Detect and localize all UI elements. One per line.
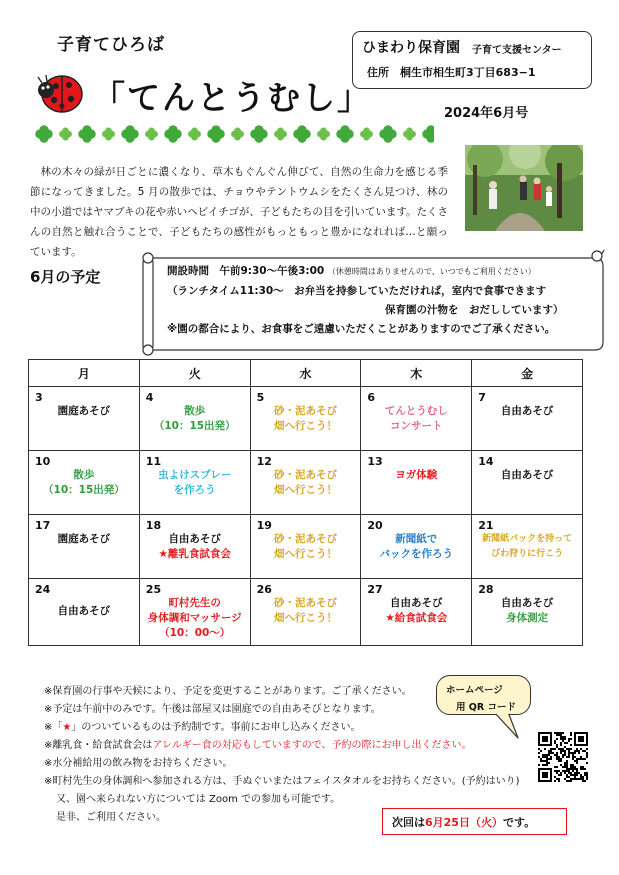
event-extra-label: 身体測定 <box>506 612 549 624</box>
address-value: 桐生市相生町3丁目683−1 <box>400 66 536 79</box>
day-number: 25 <box>145 583 162 596</box>
clover-icon <box>336 125 353 142</box>
schedule-hours-note: （休憩時間はありませんので、いつでもご利用ください） <box>327 267 536 276</box>
note-4-b: アレルギー食の対応もしていますので、予約の際にお申し出ください。 <box>152 740 472 751</box>
next-issue-a: 次回は <box>392 816 425 829</box>
clover-icon <box>360 128 373 141</box>
day-number: 18 <box>145 519 162 532</box>
schedule-hours <box>167 263 536 278</box>
clover-icon <box>207 125 224 142</box>
homepage-line-2: 用 QR コード <box>456 702 517 713</box>
event-extra-label: 給食試食会 <box>394 612 448 624</box>
note-2: ※予定は午前中のみです。午後は部屋又は園庭での自由あそびとなります。 <box>44 704 381 715</box>
event-text: 虫よけスプレー <box>158 469 232 481</box>
clover-icon <box>250 125 267 142</box>
calendar-day-cell <box>139 579 250 646</box>
clover-icon <box>35 125 52 142</box>
event-text: ヨガ体験 <box>395 469 438 481</box>
day-number: 5 <box>256 391 265 404</box>
event-text: 自由あそび <box>500 405 554 417</box>
clover-icon <box>59 128 72 141</box>
clover-icon <box>317 128 330 141</box>
clover-icon <box>145 128 158 141</box>
event-text: 散歩 <box>184 405 206 417</box>
note-7: 又、園へ来られない方については Zoom での参加も可能です。 <box>56 794 341 805</box>
event-extra-label: 離乳食試食会 <box>167 548 231 560</box>
clover-icon <box>164 125 181 142</box>
event-text: 町村先生の <box>168 597 221 609</box>
clover-icon <box>403 128 416 141</box>
clover-icon <box>422 125 434 142</box>
event-text: てんとうむし <box>384 405 448 417</box>
main-title: 「てんとうむし」 <box>92 78 372 117</box>
day-number: 10 <box>35 455 51 468</box>
event-text: コンサート <box>390 420 443 432</box>
note-5: ※水分補給用の飲み物をお持ちください。 <box>44 758 233 769</box>
day-number: 19 <box>256 519 272 532</box>
event-extra <box>146 547 244 562</box>
day-number: 7 <box>478 391 486 404</box>
intro-paragraph: 林の木々の緑が日ごとに濃くなり、草木もぐんぐん伸びて、自然の生命力を感じる季節になってきました。5 月の散歩では、チョウやテントウムシをたくさん見つけ、林の中の小道ではヤマブキの花や赤いヘビイチゴが、子どもたちの目を引いています。たくさんの自然と触れ合うことで、子どもたちの感性がもっともっと豊かになれれば…と願っています。 <box>30 166 449 258</box>
next-issue-date: 6月25日（火） <box>425 816 503 829</box>
center-name: ひまわり保育園 <box>362 40 460 56</box>
day-number: 4 <box>145 391 154 404</box>
day-number: 14 <box>478 455 494 468</box>
event-text: 園庭あそび <box>57 533 111 545</box>
forest-photo <box>465 145 583 231</box>
clover-border-icon <box>34 122 434 146</box>
calendar-day-cell <box>361 515 472 579</box>
event-text: びわ狩りに行こう <box>491 549 564 559</box>
calendar-week-row <box>29 451 583 515</box>
calendar-day-cell <box>250 579 361 646</box>
event-text: 新聞紙で <box>395 533 438 545</box>
event-text: （10：15出発） <box>43 484 125 496</box>
event-text: 自由あそび <box>500 469 554 481</box>
note-4 <box>44 737 484 755</box>
clover-icon <box>293 125 310 142</box>
event-text: 自由あそび <box>168 533 221 545</box>
clover-icon <box>188 128 201 141</box>
bubble-tail-icon <box>490 712 520 740</box>
calendar-day-cell <box>250 451 361 515</box>
calendar-day-cell <box>472 515 583 579</box>
event-text: 畑へ行こう！ <box>273 420 337 432</box>
star-icon: ★ <box>158 548 168 560</box>
event-text: 砂・泥あそび <box>273 469 337 481</box>
clover-icon <box>78 125 95 142</box>
address-label: 住所 <box>367 66 389 79</box>
note-6: ※町村先生の身体調和へ参加される方は、手ぬぐいまたはフェイスタオルをお持ちください。(予約はいり) <box>44 776 520 787</box>
calendar-week-row <box>29 515 583 579</box>
calendar-week-row <box>29 387 583 451</box>
day-number: 17 <box>35 519 51 532</box>
calendar-day-cell <box>472 579 583 646</box>
day-number: 24 <box>35 583 51 596</box>
calendar-day-cell <box>29 451 140 515</box>
event-text: 畑へ行こう！ <box>273 548 337 560</box>
note-3 <box>44 719 484 737</box>
event-text: 畑へ行こう！ <box>273 612 337 624</box>
calendar-week-row <box>29 579 583 646</box>
event-text: 砂・泥あそび <box>273 597 337 609</box>
event-text: 自由あそび <box>500 597 554 609</box>
event-text: （10：15出発） <box>153 420 236 432</box>
clover-icon <box>379 125 396 142</box>
header-title: 子育てひろば <box>57 35 165 55</box>
schedule-note: ※園の都合により、お食事をご遠慮いただくことがありますのでご了承ください。 <box>167 323 556 335</box>
day-number: 20 <box>367 519 383 532</box>
schedule-title: 6月の予定 <box>30 268 101 286</box>
event-text: 砂・泥あそび <box>273 533 337 545</box>
day-number: 12 <box>256 455 272 468</box>
day-number: 28 <box>478 583 494 596</box>
event-text: 自由あそび <box>57 605 111 617</box>
day-number: 6 <box>367 391 376 404</box>
event-text: 散歩 <box>73 469 95 481</box>
weekday-header: 金 <box>472 360 583 387</box>
calendar-header-row <box>29 360 583 387</box>
day-number: 27 <box>367 583 383 596</box>
ladybug-icon <box>36 68 84 116</box>
event-text: 畑へ行こう！ <box>273 484 337 496</box>
calendar-day-cell <box>139 451 250 515</box>
day-number: 26 <box>256 583 272 596</box>
weekday-header: 水 <box>250 360 361 387</box>
event-text: 身体調和マッサージ <box>147 612 242 624</box>
note-4-a: ※離乳食・給食試食会は <box>44 740 153 751</box>
day-number: 13 <box>367 455 383 468</box>
star-icon: ★ <box>385 612 395 624</box>
clover-icon <box>231 128 244 141</box>
calendar-day-cell <box>29 387 140 451</box>
calendar-day-cell <box>250 387 361 451</box>
calendar-day-cell <box>361 387 472 451</box>
clover-icon <box>102 128 115 141</box>
weekday-header: 木 <box>361 360 472 387</box>
event-text: 砂・泥あそび <box>273 405 337 417</box>
schedule-lunch-1: （ランチタイム11:30〜 お弁当を持参していただければ，室内で食事できます <box>167 285 547 297</box>
day-number: 11 <box>145 455 162 468</box>
calendar-day-cell <box>472 387 583 451</box>
event-extra <box>478 611 576 626</box>
center-subtitle: 子育て支援センター <box>472 45 562 56</box>
calendar-day-cell <box>361 451 472 515</box>
event-text: バックを作ろう <box>379 548 454 560</box>
calendar-day-cell <box>472 451 583 515</box>
calendar-day-cell <box>250 515 361 579</box>
event-text: （10：00〜） <box>159 627 231 639</box>
event-text: 新聞紙バックを持って <box>482 534 573 544</box>
event-text: 園庭あそび <box>57 405 111 417</box>
calendar-day-cell <box>139 387 250 451</box>
clover-icon <box>121 125 138 142</box>
clover-icon <box>274 128 287 141</box>
schedule-hours-main: 開設時間 午前9:30〜午後3:00 <box>167 265 325 277</box>
note-3-b: 」のついているものは予約制です。事前にお申し込みください。 <box>71 722 361 733</box>
weekday-header: 月 <box>29 360 140 387</box>
schedule-lunch-2: 保育園の汁物を おだししています） <box>385 304 564 316</box>
calendar-body <box>29 387 583 646</box>
note-8: 是非、ご利用ください。 <box>56 812 166 823</box>
next-issue-c: です。 <box>502 816 536 829</box>
issue-label: 2024年6月号 <box>444 106 529 121</box>
event-text: 自由あそび <box>390 597 443 609</box>
day-number: 21 <box>478 519 494 532</box>
calendar-day-cell <box>29 515 140 579</box>
event-extra <box>367 611 465 626</box>
calendar-day-cell <box>361 579 472 646</box>
day-number: 3 <box>35 391 43 404</box>
calendar-day-cell <box>29 579 140 646</box>
calendar-day-cell <box>139 515 250 579</box>
qr-code-icon[interactable] <box>538 732 588 782</box>
weekday-header: 火 <box>139 360 250 387</box>
note-3-a: ※「 <box>44 722 63 733</box>
star-icon: ★ <box>62 722 72 733</box>
calendar-table <box>28 359 583 646</box>
event-text: を作ろう <box>173 484 216 496</box>
homepage-line-1: ホームページ <box>446 685 503 696</box>
note-1: ※保育園の行事や天候により、予定を変更することがあります。ご了承ください。 <box>44 686 412 697</box>
next-issue-text <box>392 814 535 830</box>
